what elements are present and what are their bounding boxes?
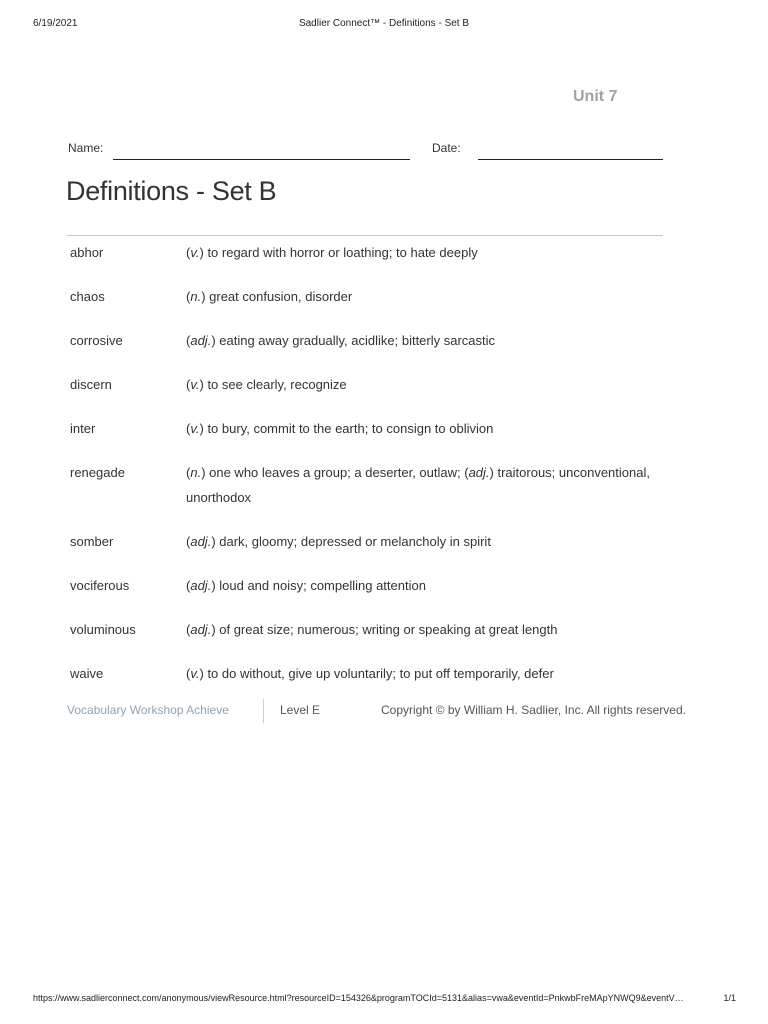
definition-segment: ) eating away gradually, acidlike; bitterly sarcastic xyxy=(211,333,496,348)
definition-row xyxy=(70,328,670,353)
definition-text xyxy=(186,328,670,353)
definition-segment: ( xyxy=(186,421,191,436)
definition-segment: ) great confusion, disorder xyxy=(201,289,353,304)
print-header xyxy=(0,18,768,32)
definition-segment: ( xyxy=(186,666,191,681)
part-of-speech: n. xyxy=(190,289,202,304)
definition-segment: ( xyxy=(186,534,191,549)
definition-text xyxy=(186,617,670,642)
definition-word: corrosive xyxy=(70,333,123,348)
definition-word: inter xyxy=(70,421,96,436)
part-of-speech: v. xyxy=(190,666,200,681)
part-of-speech: n. xyxy=(190,465,202,480)
definition-segment: ) traitorous; unconventional, unorthodox xyxy=(186,465,650,505)
definition-row xyxy=(70,372,670,397)
definition-text xyxy=(186,372,670,397)
print-page-number: 1/1 xyxy=(723,993,736,1003)
definition-row xyxy=(70,529,670,554)
definition-row xyxy=(70,573,670,598)
part-of-speech: v. xyxy=(190,377,200,392)
definition-segment: ( xyxy=(186,622,191,637)
definition-row xyxy=(70,460,670,510)
definition-word: somber xyxy=(70,534,114,549)
definition-segment: ( xyxy=(186,465,191,480)
print-url: https://www.sadlierconnect.com/anonymous/viewResource.html?resourceID=154326&programTOCId=5131&alias=vwa&eventId=PnkwbFreMApYNWQ9&eventV… xyxy=(33,993,684,1003)
unit-label: Unit 7 xyxy=(573,88,618,105)
definition-word: renegade xyxy=(70,465,125,480)
definition-text xyxy=(186,416,670,441)
date-label: Date: xyxy=(432,141,461,155)
definition-segment: ( xyxy=(186,578,191,593)
part-of-speech: adj. xyxy=(190,622,212,637)
part-of-speech: adj. xyxy=(468,465,490,480)
definition-word: abhor xyxy=(70,245,104,260)
part-of-speech: v. xyxy=(190,421,200,436)
definition-row xyxy=(70,284,670,309)
definition-text xyxy=(186,573,670,598)
definition-word: vociferous xyxy=(70,578,130,593)
definition-text xyxy=(186,460,670,510)
definition-word: waive xyxy=(70,666,104,681)
footer-level: Level E xyxy=(280,703,321,717)
footer-brand: Vocabulary Workshop Achieve xyxy=(67,703,229,717)
definition-text xyxy=(186,529,670,554)
print-date: 6/19/2021 xyxy=(33,18,78,29)
print-page-title: Sadlier Connect™ - Definitions - Set B xyxy=(298,18,470,29)
name-label: Name: xyxy=(68,141,104,155)
definition-segment: ) to do without, give up voluntarily; to put off temporarily, defer xyxy=(199,666,554,681)
definition-row xyxy=(70,617,670,642)
definition-segment: ) to bury, commit to the earth; to consign to oblivion xyxy=(199,421,494,436)
definition-segment: ( xyxy=(186,333,191,348)
definition-word: chaos xyxy=(70,289,105,304)
definition-row xyxy=(70,240,670,265)
definition-segment: ) to regard with horror or loathing; to hate deeply xyxy=(199,245,478,260)
definition-word: voluminous xyxy=(70,622,136,637)
date-field[interactable] xyxy=(478,159,663,160)
definition-row xyxy=(70,661,670,686)
definition-segment: ( xyxy=(186,377,191,392)
part-of-speech: v. xyxy=(190,245,200,260)
print-footer xyxy=(0,993,768,1007)
footer-copyright: Copyright © by William H. Sadlier, Inc. All rights reserved. xyxy=(381,703,686,717)
definition-segment: ) loud and noisy; compelling attention xyxy=(211,578,426,593)
definition-text xyxy=(186,284,670,309)
part-of-speech: adj. xyxy=(190,578,212,593)
title-divider xyxy=(67,235,663,236)
definition-segment: ( xyxy=(186,245,191,260)
part-of-speech: adj. xyxy=(190,534,212,549)
definition-segment: ) dark, gloomy; depressed or melancholy in spirit xyxy=(211,534,491,549)
definition-word: discern xyxy=(70,377,112,392)
definition-segment: ) of great size; numerous; writing or speaking at great length xyxy=(211,622,558,637)
definitions-list xyxy=(70,240,670,705)
definition-text xyxy=(186,240,670,265)
definition-segment: ( xyxy=(186,289,191,304)
name-field[interactable] xyxy=(113,159,410,160)
definition-segment: ) one who leaves a group; a deserter, outlaw; ( xyxy=(201,465,469,480)
definition-text xyxy=(186,661,670,686)
page-footer xyxy=(67,699,707,723)
definition-row xyxy=(70,416,670,441)
definition-segment: ) to see clearly, recognize xyxy=(199,377,347,392)
part-of-speech: adj. xyxy=(190,333,212,348)
page-title: Definitions - Set B xyxy=(66,176,277,206)
footer-divider xyxy=(263,699,264,723)
